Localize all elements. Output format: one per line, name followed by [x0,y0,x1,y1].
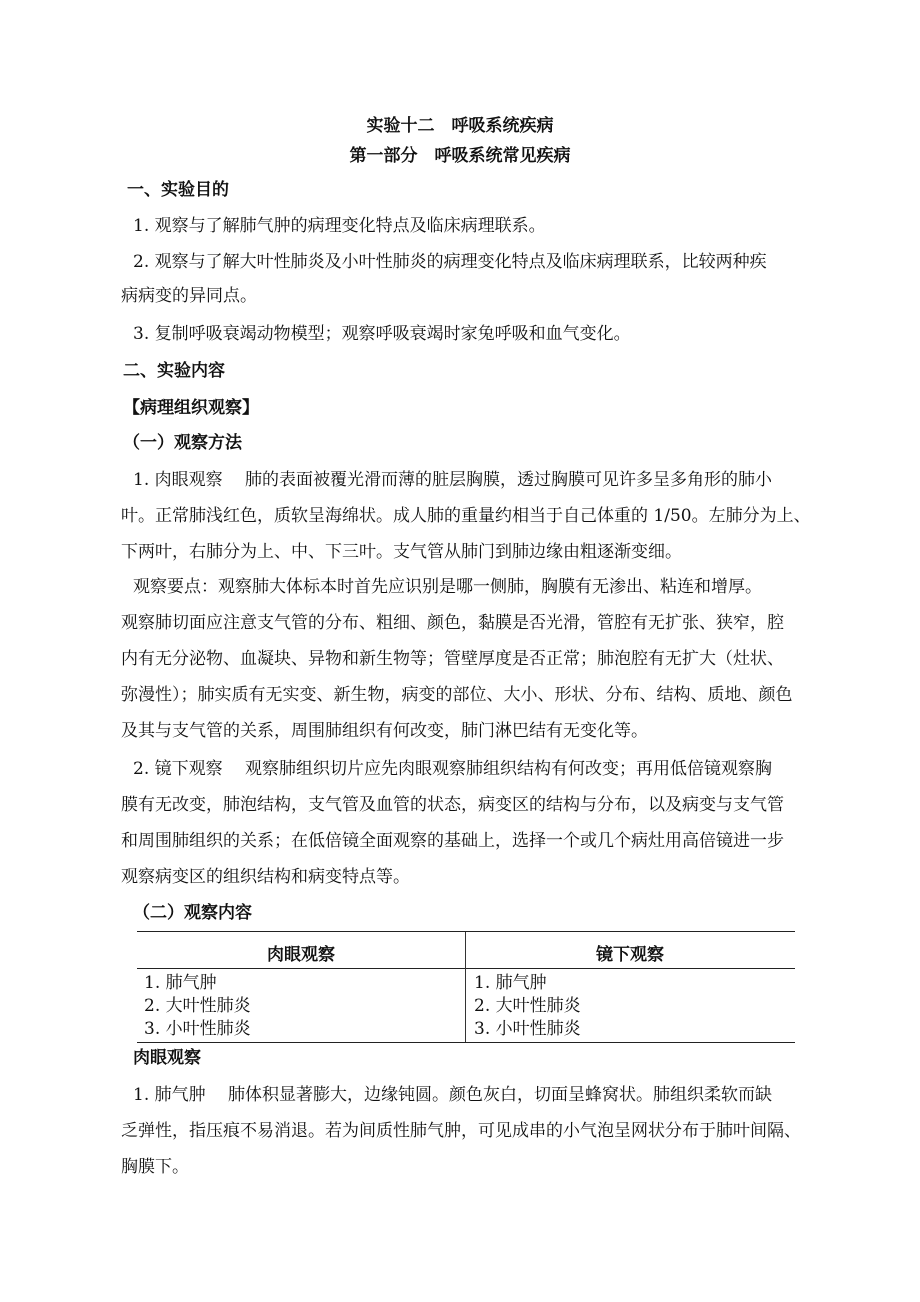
gross-method-line2: 叶。正常肺浅红色，质软呈海绵状。成人肺的重量约相当于自己体重的 1/50。左肺分为上、 [121,506,811,526]
gross-method-line1: 1. 肉眼观察 肺的表面被覆光滑而薄的脏层胸膜，透过胸膜可见许多呈多角形的肺小 [133,470,773,490]
objective-2-line1: 2. 观察与了解大叶性肺炎及小叶性肺炎的病理变化特点及临床病理联系，比较两种疾 [133,252,767,272]
micro-method-line4: 观察病变区的组织结构和病变特点等。 [121,867,410,887]
subheading-pathology: 【病理组织观察】 [123,398,259,418]
table-cell: 1. 肺气肿 [144,973,217,993]
emphysema-line3: 胸膜下。 [121,1157,189,1177]
emphysema-line2: 乏弹性，指压痕不易消退。若为间质性肺气肿，可见成串的小气泡呈网状分布于肺叶间隔、 [121,1121,801,1141]
key-points-line2: 观察肺切面应注意支气管的分布、粗细、颜色，黏膜是否光滑，管腔有无扩张、狭窄，腔 [121,613,784,633]
table-cell: 2. 大叶性肺炎 [474,996,581,1016]
key-points-line3: 内有无分泌物、血凝块、异物和新生物等；管壁厚度是否正常；肺泡腔有无扩大（灶状、 [121,649,784,669]
key-points-line5: 及其与支气管的关系，周围肺组织有何改变，肺门淋巴结有无变化等。 [121,721,648,741]
key-points-line4: 弥漫性）；肺实质有无实变、新生物，病变的部位、大小、形状、分布、结构、质地、颜色 [121,685,793,705]
micro-method-line3: 和周围肺组织的关系；在低倍镜全面观察的基础上，选择一个或几个病灶用高倍镜进一步 [121,831,784,851]
heading-gross-observation: 肉眼观察 [133,1048,201,1068]
table-cell: 3. 小叶性肺炎 [474,1019,581,1039]
document-title: 实验十二 呼吸系统疾病 [366,116,554,136]
emphysema-line1: 1. 肺气肿 肺体积显著膨大，边缘钝圆。颜色灰白，切面呈蜂窝状。肺组织柔软而缺 [133,1085,773,1105]
gross-method-line3: 下两叶，右肺分为上、中、下三叶。支气管从肺门到肺边缘由粗逐渐变细。 [121,542,682,562]
objective-3: 3. 复制呼吸衰竭动物模型；观察呼吸衰竭时家兔呼吸和血气变化。 [133,324,631,344]
observation-table [137,931,795,1043]
key-points-line1: 观察要点：观察肺大体标本时首先应识别是哪一侧肺，胸膜有无渗出、粘连和增厚。 [133,577,762,597]
document-subtitle: 第一部分 呼吸系统常见疾病 [349,146,571,166]
table-header-microscopic: 镜下观察 [596,945,664,965]
objective-1: 1. 观察与了解肺气肿的病理变化特点及临床病理联系。 [133,216,546,236]
micro-method-line1: 2. 镜下观察 观察肺组织切片应先肉眼观察肺组织结构有何改变；再用低倍镜观察胸 [133,759,773,779]
table-cell: 1. 肺气肿 [474,973,547,993]
table-cell: 3. 小叶性肺炎 [144,1019,251,1039]
table-header-gross: 肉眼观察 [267,945,335,965]
heading-observation-content: （二）观察内容 [133,903,252,923]
section-heading-objectives: 一、实验目的 [127,180,229,200]
heading-methods: （一）观察方法 [123,433,242,453]
micro-method-line2: 膜有无改变，肺泡结构，支气管及血管的状态，病变区的结构与分布，以及病变与支气管 [121,795,784,815]
table-header-divider [137,968,795,969]
objective-2-line2: 病病变的异同点。 [121,286,257,306]
section-heading-content: 二、实验内容 [123,361,225,381]
table-cell: 2. 大叶性肺炎 [144,996,251,1016]
